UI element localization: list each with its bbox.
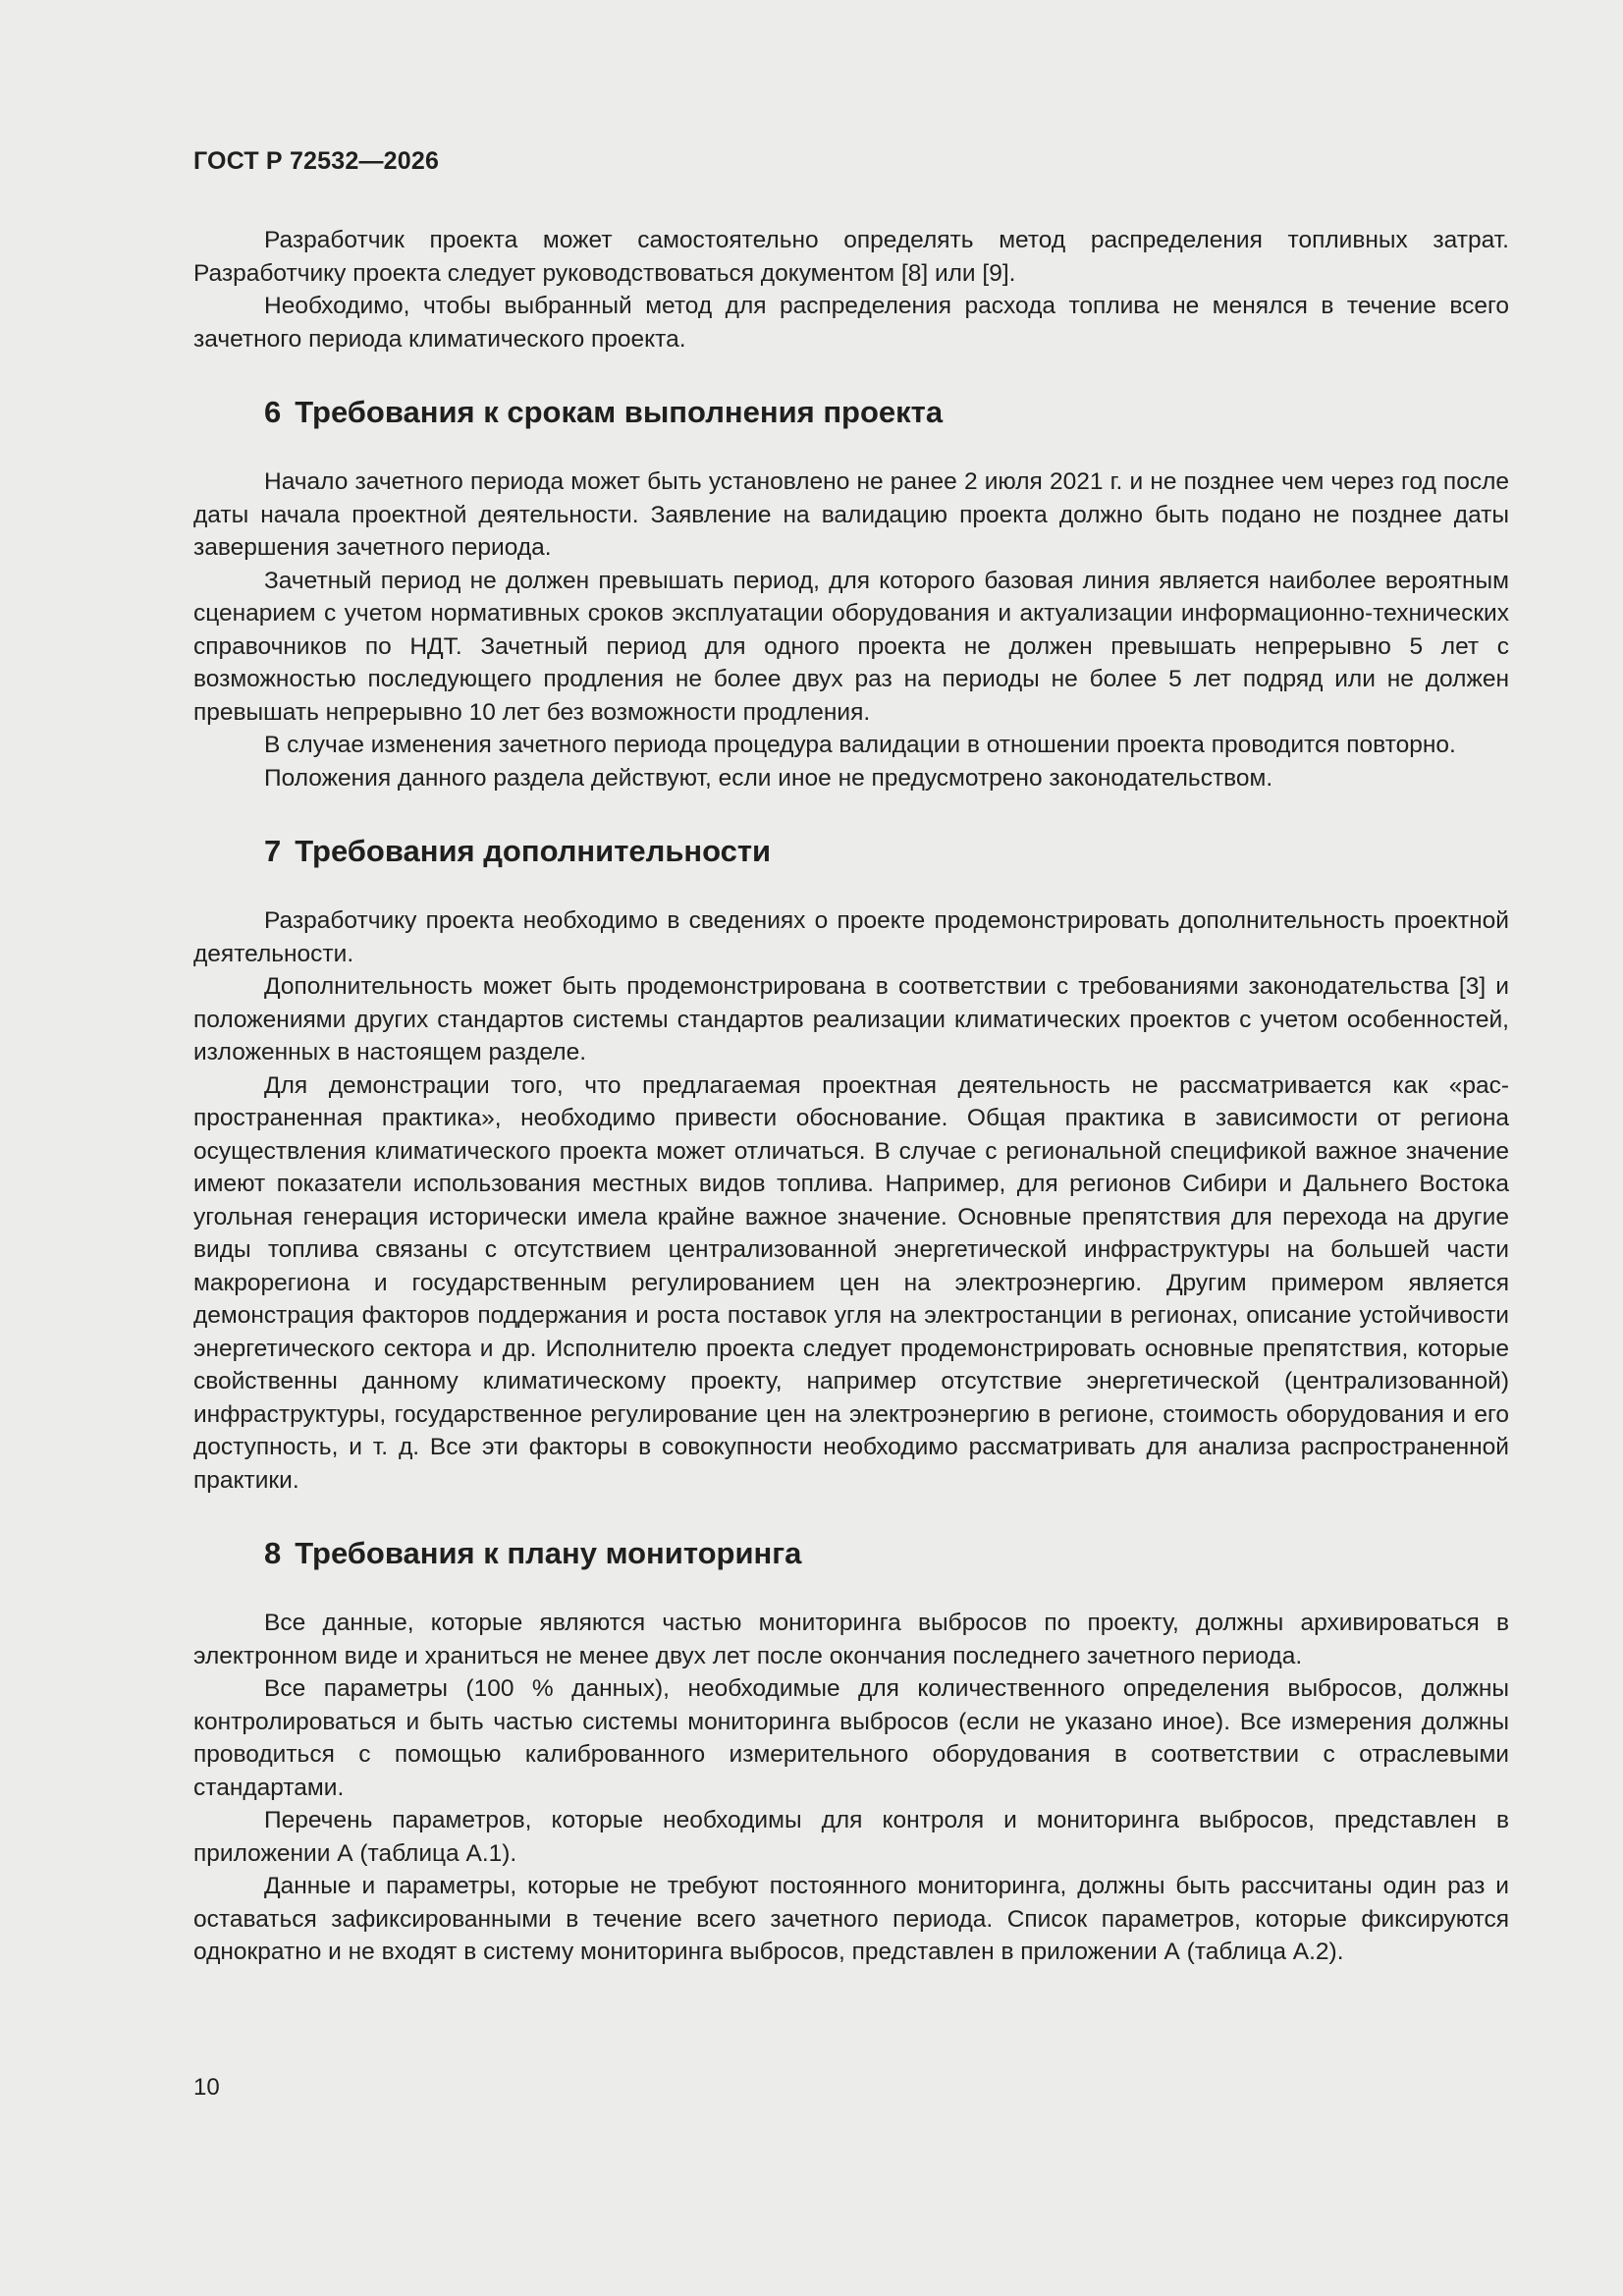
paragraph: Перечень параметров, которые необходимы для контроля и мониторинга выбросов, представлен в приложении А (таблица А.1).	[193, 1807, 1509, 1867]
section-number: 7	[264, 834, 282, 868]
section-heading	[193, 1534, 1509, 1573]
section-number: 6	[264, 395, 282, 429]
paragraph: Все параметры (100 % данных), необходимые для количественного определения выбросов, должны контролироваться и быть частью системы мониторинга выбросов (если не указано иное). Все измерения должны проводиться с помощью калиброванного измерительного оборудования в соответствии с отраслевыми стандартами.	[193, 1675, 1509, 1801]
section-title: Требования к плану мониторинга	[295, 1536, 802, 1570]
section-number: 8	[264, 1536, 282, 1570]
paragraph: Разработчику проекта необходимо в сведениях о проекте продемонстрировать дополнительность проектной деятельности.	[193, 907, 1509, 967]
paragraph: Все данные, которые являются частью мониторинга выбросов по проекту, должны архивироваться в электронном виде и храниться не менее двух лет после окончания последнего зачетного периода.	[193, 1610, 1509, 1669]
paragraph: Данные и параметры, которые не требуют постоянного мониторинга, должны быть рассчитаны один раз и оставаться зафиксированными в течение всего зачетного периода. Список параметров, которые фиксируются однократно и не входят в систему мониторинга выбросов, представлен в приложении А (таблица А.2).	[193, 1873, 1509, 1965]
document-header: ГОСТ Р 72532—2026	[193, 147, 440, 175]
paragraph: Разработчик проекта может самостоятельно определять метод распределения топливных затрат. Разработчику проекта следует руководствоваться документом [8] или [9].	[193, 227, 1509, 287]
paragraph: Для демонстрации того, что предлагаемая проектная деятельность не рассматривается как «распространенная практика», необходимо привести обоснование. Общая практика в зависимости от региона осуществления климатического проекта может отличаться. В случае с региональной спецификой важное значение имеют показатели использования местных видов топлива. Например, для регионов Сибири и Дальнего Востока угольная генерация исторически имела крайне важное значение. Основные препятствия для перехода на другие виды топлива связаны с отсутствием централизованной энергетической инфраструктуры на большей части макрорегиона и государственным регулированием цен на электроэнергию. Другим примером является демонстрация факторов поддержания и роста поставок угля на электростанции в регионах, описание устойчивости энергетического сектора и др. Исполнителю проекта следует продемонстрировать основные препятствия, которые свойственны данному климатическому проекту, например отсутствие энергетической (централизованной) инфраструктуры, государственное регулирование цен на электроэнергию в регионе, стоимость оборудования и его доступность, и т. д. Все эти факторы в совокупности необходимо рассматривать для анализа распространенной практики.	[193, 1071, 1509, 1494]
section-8	[193, 1534, 1509, 1969]
section-6	[193, 393, 1509, 794]
paragraph: Зачетный период не должен превышать период, для которого базовая линия является наиболее вероятным сценарием с учетом нормативных сроков эксплуатации оборудования и актуализации информационно-технических справочников по НДТ. Зачетный период для одного проекта не должен превышать непрерывно 5 лет с возможностью последующего продления не более двух раз на периоды не более 5 лет подряд или не должен превышать непрерывно 10 лет без возможности продления.	[193, 567, 1509, 726]
section-title: Требования дополнительности	[295, 834, 772, 868]
paragraph: Дополнительность может быть продемонстрирована в соответствии с требованиями законодательства [3] и положениями других стандартов системы стандартов реализации климатических проектов с учетом особенностей, изложенных в настоящем разделе.	[193, 973, 1509, 1066]
page-number: 10	[193, 2074, 220, 2101]
paragraph: Необходимо, чтобы выбранный метод для распределения расхода топлива не менялся в течение всего зачетного периода климатического проекта.	[193, 293, 1509, 353]
paragraph: Положения данного раздела действуют, если иное не предусмотрено законодательством.	[264, 764, 1273, 792]
intro-block	[193, 224, 1509, 355]
paragraph: Начало зачетного периода может быть установлено не ранее 2 июля 2021 г. и не позднее чем через год после даты начала проектной деятельности. Заявление на валидацию проекта должно быть подано не позднее даты завершения зачетного периода.	[193, 468, 1509, 561]
section-heading	[193, 393, 1509, 432]
section-heading	[193, 832, 1509, 871]
section-title: Требования к срокам выполнения проекта	[295, 395, 944, 429]
section-7	[193, 832, 1509, 1497]
paragraph: В случае изменения зачетного периода процедура валидации в отношении проекта проводится повторно.	[264, 732, 1456, 758]
document-body	[193, 224, 1509, 1969]
